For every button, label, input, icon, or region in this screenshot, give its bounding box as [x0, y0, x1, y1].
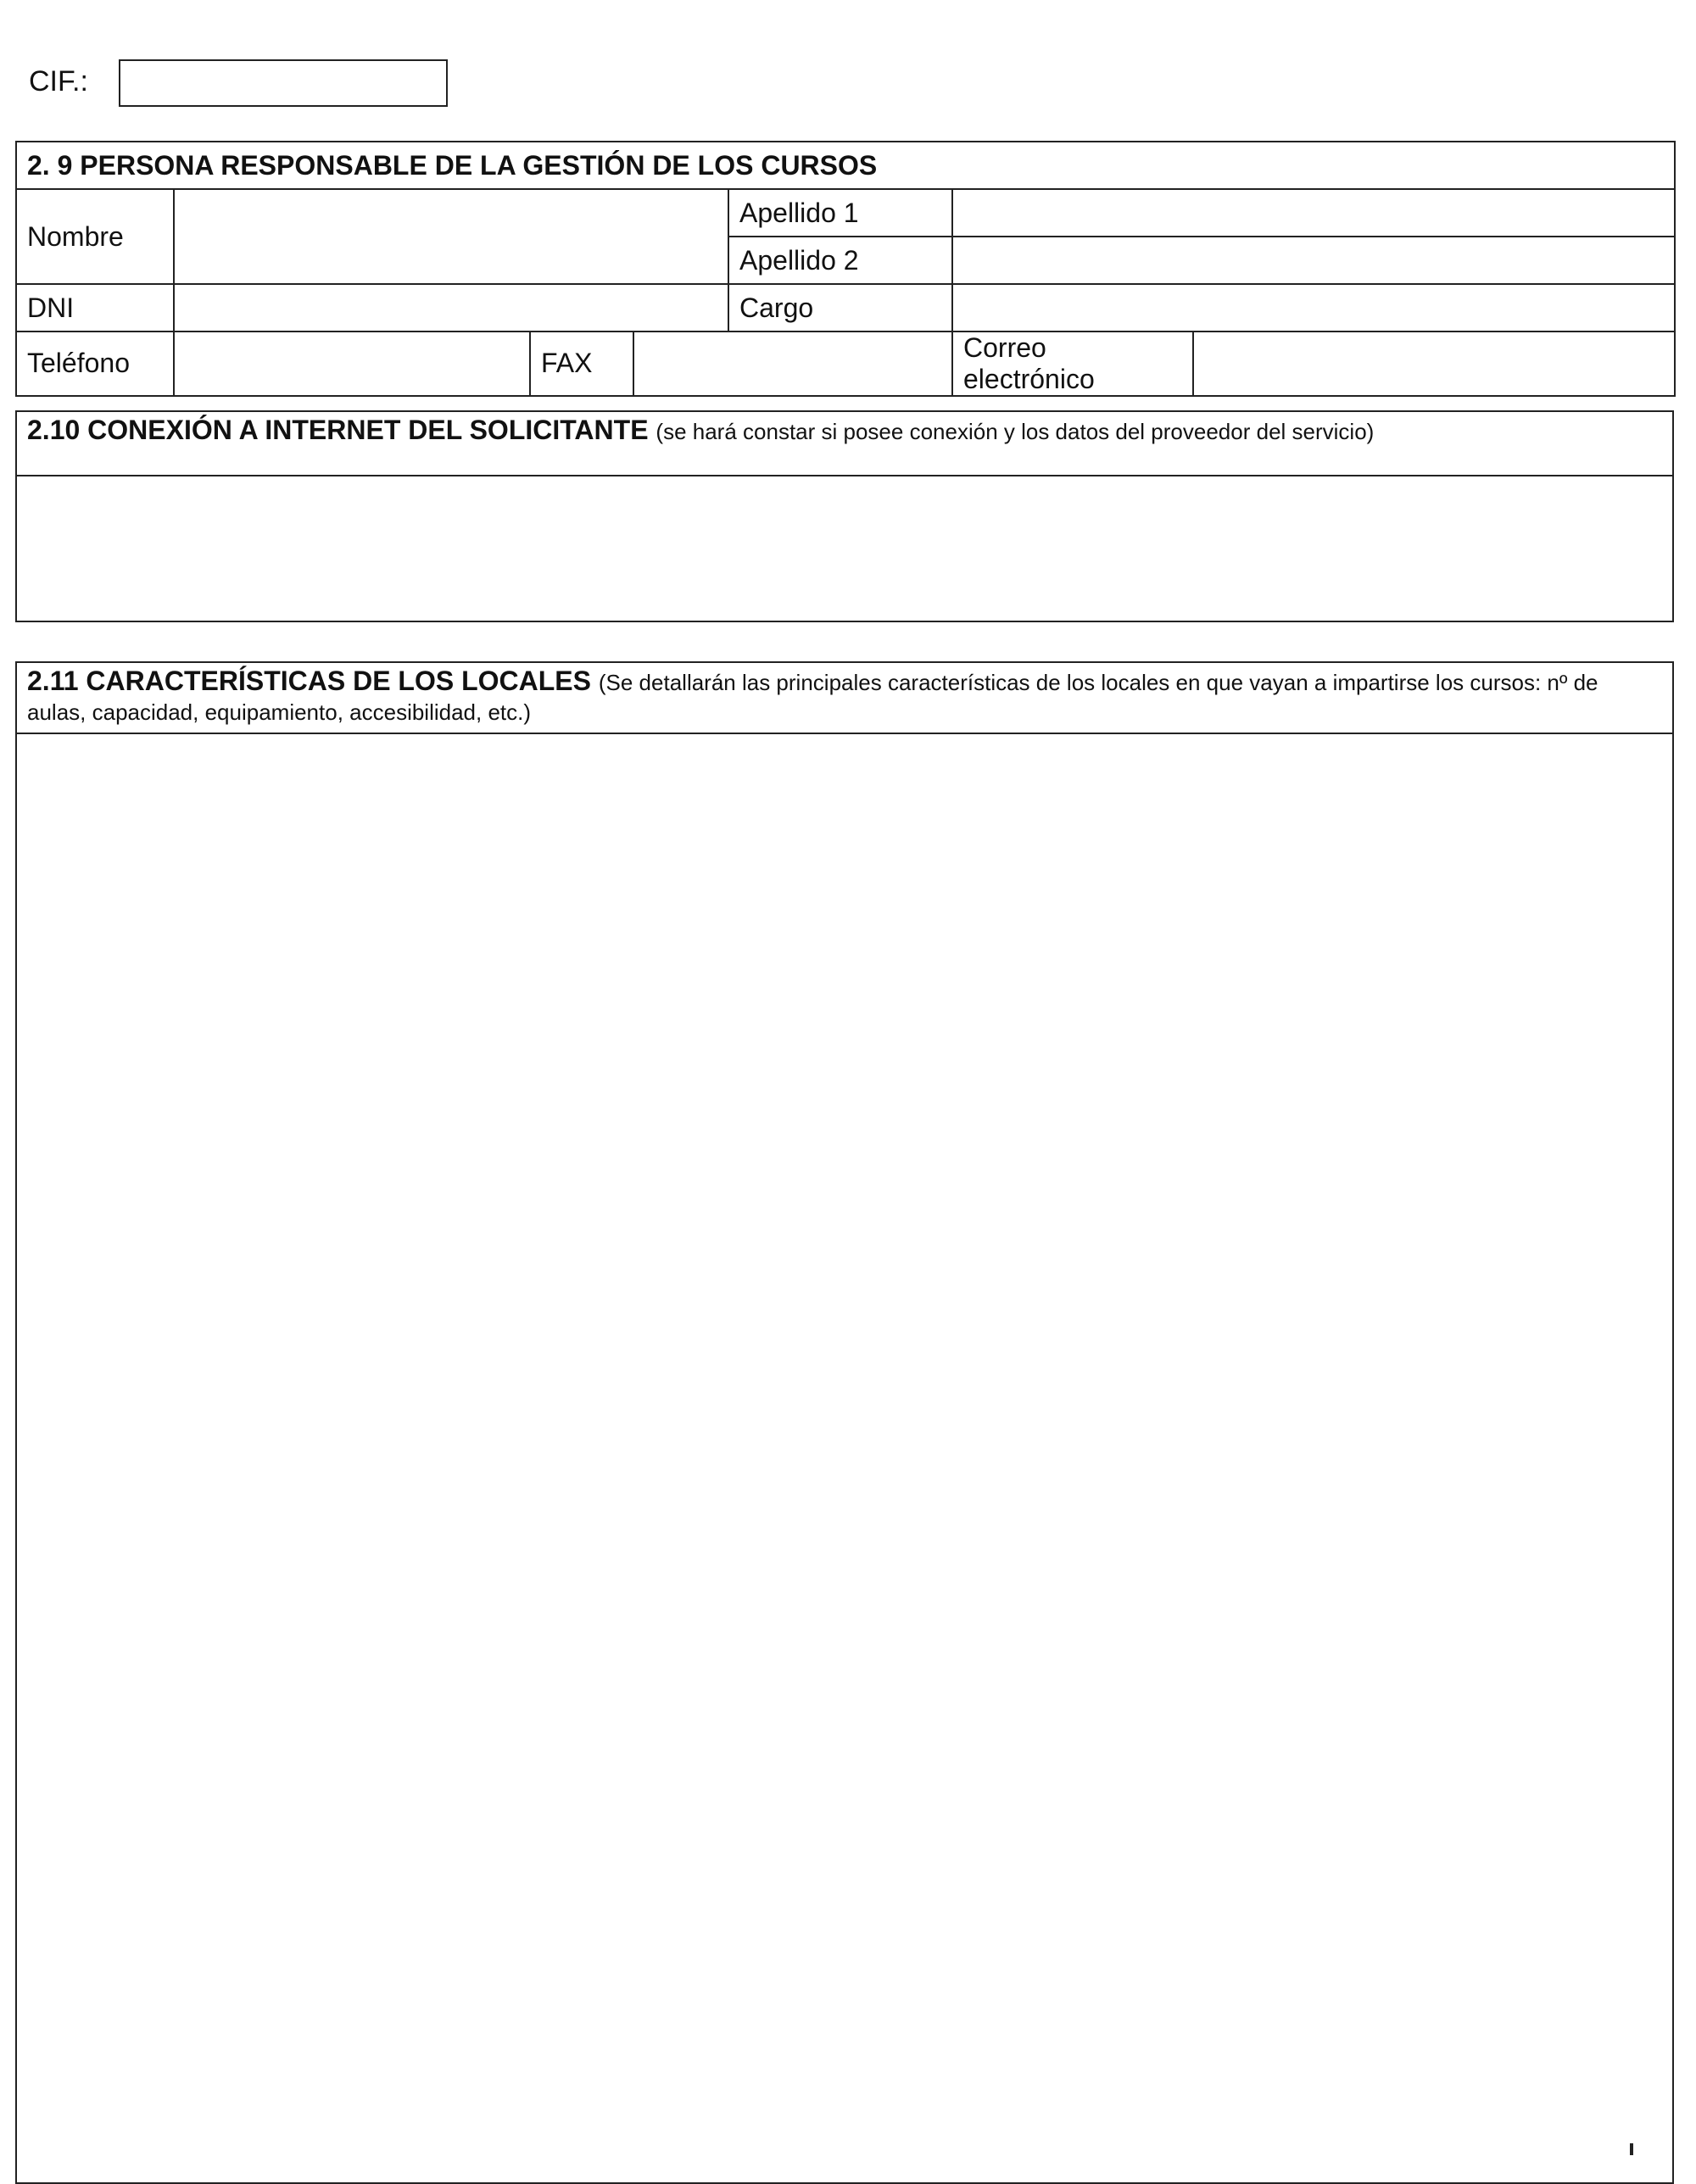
nombre-label: Nombre [16, 189, 174, 284]
apellido1-field[interactable] [952, 189, 1675, 237]
dni-label: DNI [16, 284, 174, 332]
section-2-11-field[interactable] [16, 733, 1673, 2183]
fax-label: FAX [530, 332, 633, 396]
telefono-label: Teléfono [16, 332, 174, 396]
section-2-10-table [15, 410, 1674, 622]
apellido1-label: Apellido 1 [728, 189, 952, 237]
cif-input[interactable] [119, 59, 448, 107]
correo-field[interactable] [1193, 332, 1675, 396]
section-2-10-title: 2.10 CONEXIÓN A INTERNET DEL SOLICITANTE [27, 415, 649, 445]
apellido2-label: Apellido 2 [728, 237, 952, 284]
dni-field[interactable] [174, 284, 728, 332]
section-2-11-table [15, 661, 1674, 2184]
section-2-9-table [15, 141, 1676, 397]
section-2-11-header [16, 662, 1673, 733]
section-2-11-note: (Se detallarán las principales características de los locales en que vayan a impartirse los cursos: nº de aulas, capacidad, equipamiento, accesibilidad, etc.) [27, 670, 1598, 726]
section-2-10-note: (se hará constar si posee conexión y los datos del proveedor del servicio) [656, 419, 1375, 444]
telefono-field[interactable] [174, 332, 530, 396]
apellido2-field[interactable] [952, 237, 1675, 284]
scan-mark [1630, 2143, 1633, 2155]
nombre-field[interactable] [174, 189, 728, 284]
fax-field[interactable] [633, 332, 952, 396]
cif-label: CIF.: [29, 65, 88, 98]
cargo-label: Cargo [728, 284, 952, 332]
section-2-9-title: 2. 9 PERSONA RESPONSABLE DE LA GESTIÓN DE LOS CURSOS [16, 142, 1675, 189]
section-2-10-field[interactable] [16, 476, 1673, 621]
correo-label: Correo electrónico [952, 332, 1193, 396]
section-2-11-title: 2.11 CARACTERÍSTICAS DE LOS LOCALES [27, 666, 591, 696]
section-2-10-header [16, 411, 1673, 476]
cargo-field[interactable] [952, 284, 1675, 332]
